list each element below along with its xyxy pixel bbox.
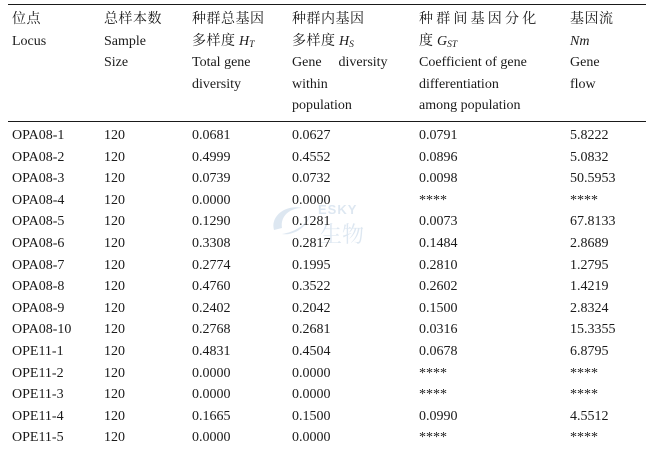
cell-hs: 0.2817 bbox=[292, 235, 331, 251]
cell-gst: 0.1500 bbox=[419, 300, 458, 316]
cell-gst: 0.0073 bbox=[419, 214, 458, 230]
cell-locus: OPE11-1 bbox=[12, 343, 64, 359]
cell-locus: OPA08-5 bbox=[12, 214, 65, 230]
header-ht-symbol: H bbox=[239, 33, 250, 49]
cell-gst: 0.2810 bbox=[419, 257, 458, 273]
cell-ht: 0.0000 bbox=[192, 192, 231, 208]
header-ht-subscript: T bbox=[249, 39, 255, 50]
cell-ht: 0.4999 bbox=[192, 149, 231, 165]
header-gst-symbol: G bbox=[437, 33, 448, 49]
header-sample-size-zh: 总样本数 bbox=[104, 12, 162, 27]
header-gene-flow bbox=[570, 9, 614, 95]
table-row bbox=[0, 255, 652, 277]
cell-locus: OPA08-10 bbox=[12, 322, 72, 338]
table-body bbox=[0, 125, 652, 449]
header-hs-zh2: 多样度 bbox=[292, 33, 336, 49]
header-hs-en1b: diversity bbox=[338, 55, 388, 70]
cell-ht: 0.1290 bbox=[192, 214, 231, 230]
header-gene-differentiation bbox=[419, 9, 539, 117]
cell-locus: OPA08-1 bbox=[12, 128, 65, 143]
table-row bbox=[0, 341, 652, 363]
cell-sample-size: 120 bbox=[104, 235, 125, 251]
table-row bbox=[0, 125, 652, 147]
cell-sample-size: 120 bbox=[104, 430, 125, 446]
table-row bbox=[0, 298, 652, 320]
cell-locus: OPA08-2 bbox=[12, 149, 65, 165]
header-hs-en1a: Gene bbox=[292, 55, 322, 70]
cell-nm: **** bbox=[570, 192, 598, 208]
table-row bbox=[0, 363, 652, 385]
table-row bbox=[0, 233, 652, 255]
cell-gst: 0.0990 bbox=[419, 408, 458, 424]
header-ht-symbol-line bbox=[192, 31, 265, 53]
cell-sample-size: 120 bbox=[104, 300, 125, 316]
header-hs-symbol-line bbox=[292, 31, 388, 53]
header-gst-zh: 种群间基因分化 bbox=[419, 12, 540, 27]
header-locus-en: Locus bbox=[12, 33, 47, 49]
watermark-subtext: 生物 bbox=[320, 223, 365, 248]
header-sample-size-en2: Size bbox=[104, 55, 129, 70]
cell-nm: 4.5512 bbox=[570, 408, 609, 424]
cell-sample-size: 120 bbox=[104, 408, 125, 424]
cell-sample-size: 120 bbox=[104, 322, 125, 338]
cell-sample-size: 120 bbox=[104, 171, 125, 187]
cell-sample-size: 120 bbox=[104, 343, 125, 359]
table-header-rule bbox=[8, 121, 646, 122]
header-hs-subscript: S bbox=[349, 39, 354, 50]
cell-gst: 0.0678 bbox=[419, 343, 458, 359]
table-row bbox=[0, 276, 652, 298]
header-locus bbox=[12, 9, 46, 52]
cell-hs: 0.0000 bbox=[292, 387, 331, 403]
cell-nm: 6.8795 bbox=[570, 343, 609, 359]
header-gst-en1: Coefficient of gene bbox=[419, 55, 527, 70]
cell-locus: OPA08-4 bbox=[12, 192, 65, 208]
header-nm-symbol: Nm bbox=[570, 33, 590, 49]
cell-ht: 0.3308 bbox=[192, 235, 231, 251]
cell-sample-size: 120 bbox=[104, 279, 125, 295]
header-ht-en2: diversity bbox=[192, 76, 241, 92]
cell-locus: OPA08-3 bbox=[12, 171, 65, 187]
cell-gst: 0.0098 bbox=[419, 171, 458, 187]
cell-nm: 1.2795 bbox=[570, 257, 609, 273]
table-row bbox=[0, 427, 652, 449]
cell-hs: 0.2042 bbox=[292, 300, 331, 316]
cell-ht: 0.4831 bbox=[192, 343, 231, 359]
cell-hs: 0.0000 bbox=[292, 365, 331, 381]
header-hs-en1-line bbox=[292, 52, 388, 74]
header-hs-zh: 种群内基因 bbox=[292, 12, 365, 27]
table-row bbox=[0, 168, 652, 190]
table-row bbox=[0, 190, 652, 212]
cell-ht: 0.0681 bbox=[192, 128, 231, 143]
table-top-rule bbox=[8, 4, 646, 5]
cell-hs: 0.0627 bbox=[292, 128, 331, 143]
cell-locus: OPA08-9 bbox=[12, 300, 65, 316]
cell-gst: **** bbox=[419, 365, 447, 381]
cell-ht: 0.4760 bbox=[192, 279, 231, 295]
cell-hs: 0.0000 bbox=[292, 430, 331, 446]
cell-gst: **** bbox=[419, 192, 447, 208]
cell-hs: 0.3522 bbox=[292, 279, 331, 295]
cell-locus: OPE11-3 bbox=[12, 387, 64, 403]
cell-sample-size: 120 bbox=[104, 192, 125, 208]
header-ht-zh2: 多样度 bbox=[192, 33, 236, 49]
cell-locus: OPA08-6 bbox=[12, 235, 65, 251]
cell-gst: 0.1484 bbox=[419, 235, 458, 251]
cell-hs: 0.4552 bbox=[292, 149, 331, 165]
cell-sample-size: 120 bbox=[104, 214, 125, 230]
cell-gst: **** bbox=[419, 387, 447, 403]
watermark-text: ESKY bbox=[318, 202, 358, 217]
cell-nm: 5.8222 bbox=[570, 128, 609, 143]
cell-nm: 5.0832 bbox=[570, 149, 609, 165]
cell-nm: 2.8689 bbox=[570, 235, 609, 251]
cell-gst: 0.0791 bbox=[419, 128, 458, 143]
cell-gst: 0.0896 bbox=[419, 149, 458, 165]
cell-nm: 15.3355 bbox=[570, 322, 616, 338]
cell-sample-size: 120 bbox=[104, 387, 125, 403]
header-ht-en1: Total gene bbox=[192, 55, 251, 70]
cell-gst: 0.0316 bbox=[419, 322, 458, 338]
cell-ht: 0.0000 bbox=[192, 430, 231, 446]
header-gst-symbol-line bbox=[419, 31, 539, 53]
header-total-gene-diversity bbox=[192, 9, 265, 95]
cell-hs: 0.2681 bbox=[292, 322, 331, 338]
cell-locus: OPE11-2 bbox=[12, 365, 64, 381]
header-sample-size-en1: Sample bbox=[104, 33, 146, 49]
cell-ht: 0.2402 bbox=[192, 300, 231, 316]
header-nm-en1: Gene bbox=[570, 55, 600, 70]
table-row bbox=[0, 384, 652, 406]
cell-ht: 0.0739 bbox=[192, 171, 231, 187]
cell-nm: **** bbox=[570, 365, 598, 381]
table-row bbox=[0, 406, 652, 428]
cell-ht: 0.2768 bbox=[192, 322, 231, 338]
cell-nm: 50.5953 bbox=[570, 171, 616, 187]
cell-hs: 0.0000 bbox=[292, 192, 331, 208]
cell-locus: OPA08-8 bbox=[12, 279, 65, 295]
cell-ht: 0.2774 bbox=[192, 257, 231, 273]
header-nm-zh: 基因流 bbox=[570, 12, 614, 27]
table-row bbox=[0, 147, 652, 169]
cell-hs: 0.4504 bbox=[292, 343, 331, 359]
cell-hs: 0.1500 bbox=[292, 408, 331, 424]
header-hs-en3: population bbox=[292, 98, 352, 113]
cell-nm: 67.8133 bbox=[570, 214, 616, 230]
header-gst-zh2: 度 bbox=[419, 33, 434, 49]
cell-nm: 1.4219 bbox=[570, 279, 609, 295]
cell-sample-size: 120 bbox=[104, 365, 125, 381]
header-gst-en2: differentiation bbox=[419, 76, 499, 92]
cell-ht: 0.0000 bbox=[192, 365, 231, 381]
cell-locus: OPE11-5 bbox=[12, 430, 64, 446]
header-nm-en2: flow bbox=[570, 76, 596, 92]
cell-hs: 0.1281 bbox=[292, 214, 331, 230]
cell-ht: 0.0000 bbox=[192, 387, 231, 403]
cell-ht: 0.1665 bbox=[192, 408, 231, 424]
header-locus-zh: 位点 bbox=[12, 12, 41, 27]
header-gst-subscript: ST bbox=[447, 39, 458, 50]
cell-gst: **** bbox=[419, 430, 447, 446]
header-hs-en2: within bbox=[292, 76, 328, 92]
header-hs-symbol: H bbox=[339, 33, 350, 49]
cell-gst: 0.2602 bbox=[419, 279, 458, 295]
header-gst-en3: among population bbox=[419, 98, 521, 113]
cell-sample-size: 120 bbox=[104, 128, 125, 143]
cell-sample-size: 120 bbox=[104, 149, 125, 165]
cell-locus: OPE11-4 bbox=[12, 408, 64, 424]
header-ht-zh: 种群总基因 bbox=[192, 12, 265, 27]
cell-sample-size: 120 bbox=[104, 257, 125, 273]
cell-hs: 0.1995 bbox=[292, 257, 331, 273]
header-within-population-diversity bbox=[292, 9, 388, 117]
cell-nm: 2.8324 bbox=[570, 300, 609, 316]
cell-hs: 0.0732 bbox=[292, 171, 331, 187]
header-sample-size bbox=[104, 9, 162, 74]
cell-nm: **** bbox=[570, 430, 598, 446]
table-row bbox=[0, 211, 652, 233]
cell-nm: **** bbox=[570, 387, 598, 403]
table-row bbox=[0, 319, 652, 341]
cell-locus: OPA08-7 bbox=[12, 257, 65, 273]
